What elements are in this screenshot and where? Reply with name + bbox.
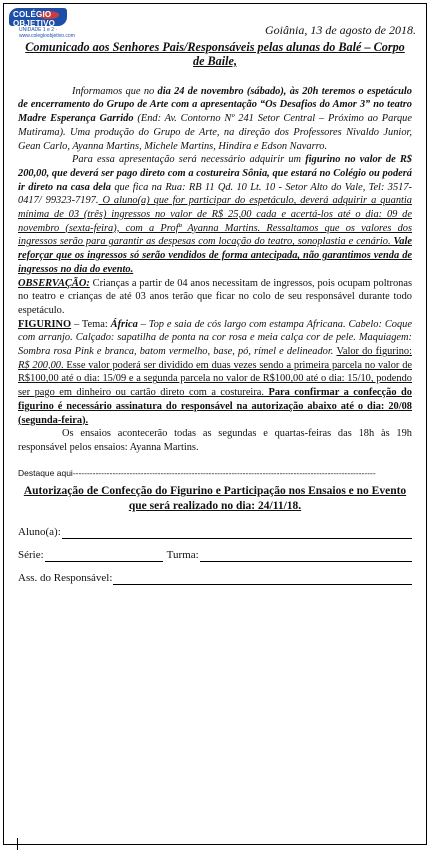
serie-label: Série: [18,548,44,561]
logo-name: COLÉGIO OBJETIVO [13,10,56,28]
paragraph-event [18,85,412,154]
p2-address: que fica na Rua: RB 11 Qd. 10 Lt. 10 - Setor Alto do Vale, Tel: 3517-0417/ 99323-7197. [18,181,412,207]
aluno-input-line[interactable] [62,527,412,539]
figurino-label: FIGURINO [18,318,72,330]
logo-subtitle: UNIDADE 1 e 2 · www.colegioobjetivo.com [19,27,75,39]
assinatura-label: Ass. do Responsável: [18,571,113,584]
observacao-text: Crianças a partir de 04 anos necessitam de ingressos, pois ocupam poltronas no teatro e crianças de até 03 anos terão que ficar no colo de seu responsável durante todo espetáculo. [18,277,412,316]
assinatura-input-line[interactable] [113,573,412,585]
turma-input-line[interactable] [200,550,412,562]
document-title: Comunicado aos Senhores Pais/Responsáveis pelas alunas do Balé – Corpo de Baile, [25,39,405,68]
figurino-valor: R$ 200,00 [18,359,61,371]
serie-input-line[interactable] [45,550,163,562]
field-aluno[interactable] [18,524,412,539]
text-cursor [17,838,18,850]
p1-address: (End: Av. Contorno Nº 241 Setor Central – Próximo ao Parque Mutirama). Uma produção do Grupo de Arte, na direção dos Professores Nivaldo Junior, Gean Carlo, Ayanna Martins, Michele Martins, Hindira e Edson Navarro. [18,113,412,152]
paragraph-figurino-ingressos [18,153,412,276]
document-body [18,23,416,585]
paragraph-observacao [18,277,412,318]
form-title: Autorização de Confecção do Figurino e Participação nos Ensaios e no Evento que será realizado no dia: 24/11/18. [23,485,407,513]
figurino-tema: África [110,318,138,330]
observacao-label: OBSERVAÇÃO: [18,277,90,289]
figurino-valor-label: Valor do figurino: [336,346,412,358]
p1-intro: Informamos que no [72,85,158,97]
figurino-dash: – Tema: [71,318,111,330]
paragraph-figurino [18,318,412,428]
aluno-label: Aluno(a): [18,525,61,538]
figurino-confirm: Para confirmar a confecção do figurino é necessário assinatura do responsável na autorização abaixo até o dia: 20/08 (segunda-feira). [18,387,412,426]
p2-warning: Vale reforçar que os ingressos só serão vendidos de forma antecipada, não garantimos venda de ingressos no dia do evento. [18,236,412,275]
p1-event-highlight: dia 24 de novembro (sábado), às 20h teremos o espetáculo de encerramento do Grupo de Arte com a apresentação “Os Desafios do Amor 3” no teatro Madre Esperança Garrido [18,85,412,125]
figurino-pagamento: . Esse valor poderá ser dividido em duas vezes sendo a primeira parcela no valor de R$100,00 até o dia: 15/09 e a segunda parcela no valor de R$100,00 até o dia: 15/10, podendo ser pago em dinheiro ou cartão direto com a costureira. [18,359,412,399]
document-date: Goiânia, 13 de agosto de 2018. [265,23,416,37]
p2-intro: Para essa apresentação será necessário adquirir um [72,154,306,166]
turma-label: Turma: [166,548,199,561]
cut-line: Destaque aqui----------------------------------------------------------------------------------------------------------- [18,467,376,478]
paragraph-ensaios: Os ensaios acontecerão todas as segundas e quartas-feiras das 18h às 19h responsável pelos ensaios: Ayanna Martins. [18,428,412,453]
p2-ingressos: O aluno(a) que for participar do espetáculo, deverá adquirir a quantia mínima de 03 (três) ingressos no valor de R$ 25,00 cada e acertá-los até o dia: 09 de novembro (sexta-feira), com a Profª Ayanna Martins. Ressaltamos que os valores dos ingressos serão para garantir as despesas com locação do teatro, sonoplastia e cenário. [18,195,412,248]
field-serie-turma[interactable] [18,547,412,562]
figurino-description: – Top e saia de cós largo com estampa Africana. Cabelo: Coque com arranjo. Calçado: sapatilha de ponta na cor rosa e meia calça cor de pele. Maquiagem: Sombra rosa Pink e branca, batom vermelho, base, pó, rímel e delineador. [18,318,412,358]
p2-figurino-highlight: figurino no valor de R$ 200,00, que deverá ser pago direto com a costureira Sônia, que estará no Colégio ou poderá ir direto na casa dela [18,154,412,193]
field-assinatura[interactable] [18,570,412,585]
